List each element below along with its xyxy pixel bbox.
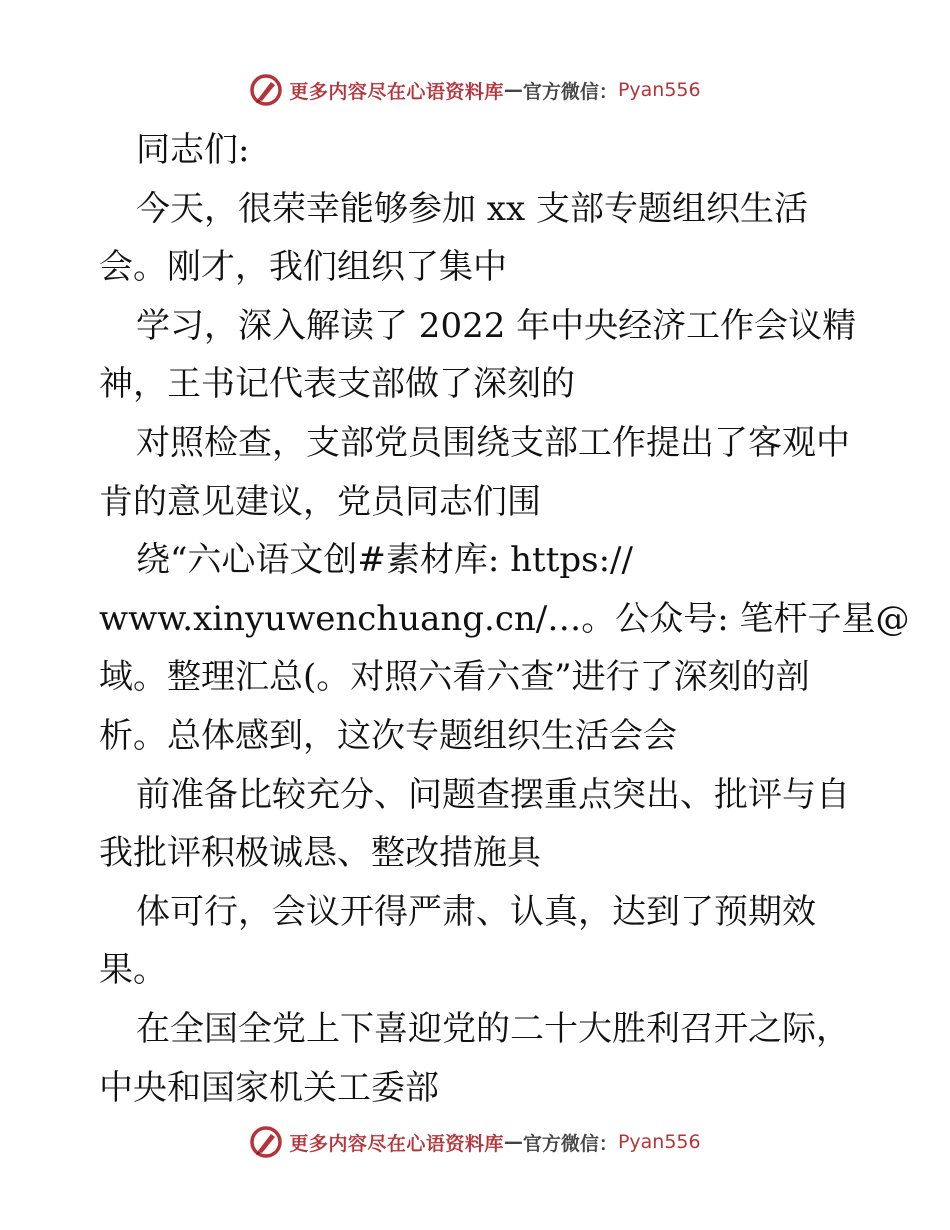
text-line: 今天，很荣幸能够参加 xx 支部专题组织生活: [136, 188, 808, 229]
text-line: 我批评积极诚恳、整改措施具: [99, 833, 541, 874]
text-line: 肯的意见建议，党员同志们围: [99, 481, 541, 522]
text-line: 在全国全党上下喜迎党的二十大胜利召开之际，: [136, 1008, 850, 1049]
pen-logo-icon: [249, 1125, 283, 1159]
pen-logo-icon: [249, 73, 283, 107]
document-body: [99, 121, 910, 1117]
text-line: 对照检查，支部党员围绕支部工作提出了客观中: [136, 422, 850, 463]
banner-prefix: 更多内容尽在心语资料库: [289, 1132, 504, 1155]
banner-dash: —: [503, 79, 523, 101]
header-watermark-banner: [0, 70, 950, 110]
footer-watermark-banner: [0, 1122, 950, 1162]
text-line: 神，王书记代表支部做了深刻的: [99, 364, 575, 405]
text-line: 绕“六心语文创#素材库: https://: [136, 540, 633, 581]
text-line: 前准备比较充分、问题查摆重点突出、批评与自: [136, 774, 850, 815]
text-line: 果。: [99, 950, 167, 991]
text-line: 体可行，会议开得严肃、认真，达到了预期效: [136, 891, 816, 932]
text-line: 域。整理汇总(。对照六看六查”进行了深刻的剖: [99, 657, 810, 698]
text-line: 中央和国家机关工委部: [99, 1067, 439, 1108]
text-line: www.xinyuwenchuang.cn/…。公众号: 笔杆子星@: [99, 598, 910, 639]
text-line: 会。刚才，我们组织了集中: [99, 247, 507, 288]
text-line: 学习，深入解读了 2022 年中央经济工作会议精: [136, 305, 857, 346]
banner-account: Pyan556: [617, 79, 701, 101]
banner-label: 官方微信：: [522, 80, 618, 103]
text-line: 析。总体感到，这次专题组织生活会会: [99, 715, 677, 756]
banner-label: 官方微信：: [522, 1132, 618, 1155]
banner-dash: —: [503, 1131, 523, 1153]
banner-prefix: 更多内容尽在心语资料库: [289, 80, 504, 103]
banner-account: Pyan556: [617, 1131, 701, 1153]
text-line: 同志们:: [136, 130, 250, 170]
